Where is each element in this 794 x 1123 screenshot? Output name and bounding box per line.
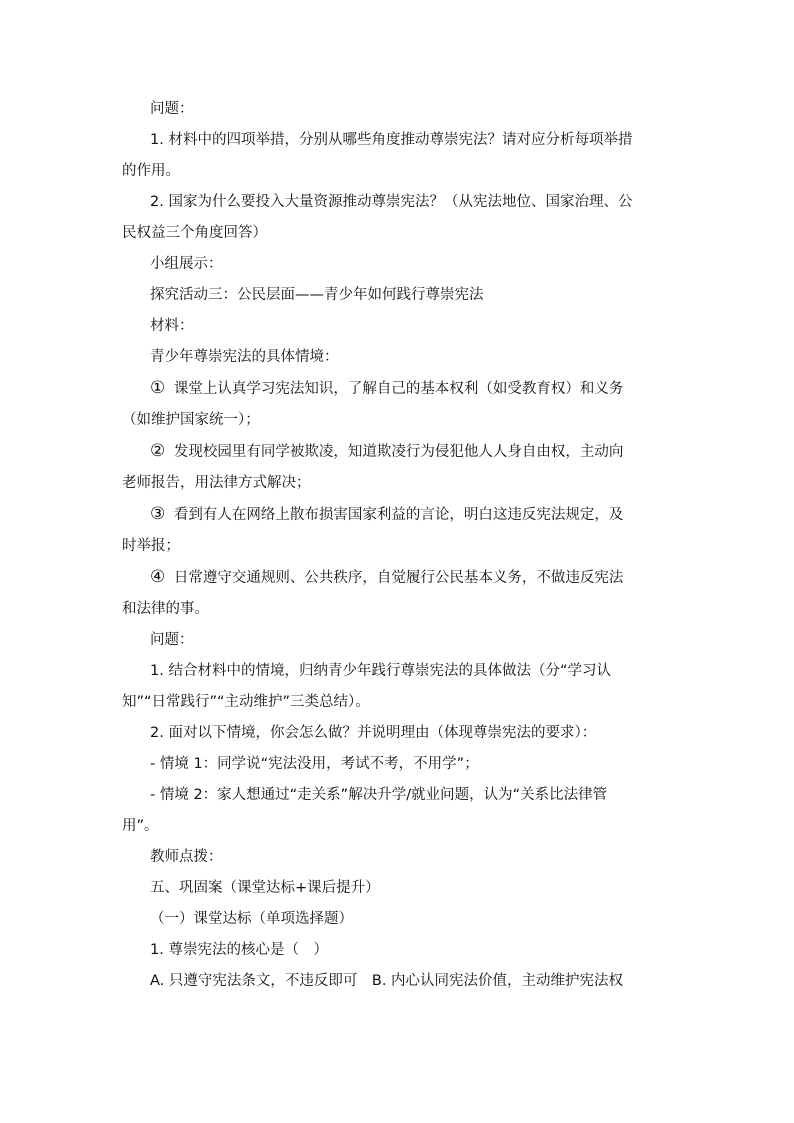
paragraph-line	[122, 873, 678, 904]
paragraph-text: 青少年尊崇宪法的具体情境：	[150, 349, 339, 365]
paragraph-text: 日常遵守交通规则、公共秩序，自觉履行公民基本义务，不做违反宪法	[169, 570, 624, 586]
paragraph-text: A. 只遵守宪法条文，不违反即可 B. 内心认同宪法价值，主动维护宪法权	[150, 973, 624, 989]
paragraph-line	[122, 780, 678, 811]
paragraph-text: 和法律的事。	[122, 601, 209, 617]
paragraph-line	[122, 436, 678, 468]
paragraph-text: 1. 材料中的四项举措，分别从哪些角度推动尊崇宪法？请对应分析每项举措	[150, 132, 633, 148]
paragraph-line	[122, 499, 678, 531]
paragraph-line	[122, 249, 678, 280]
paragraph-text: 1. 尊崇宪法的核心是（ ）	[150, 942, 328, 958]
paragraph-text: 看到有人在网络上散布损害国家利益的言论，明白这违反宪法规定，及	[169, 507, 624, 523]
paragraph-text: 2. 国家为什么要投入大量资源推动尊崇宪法？（从宪法地位、国家治理、公	[150, 194, 633, 210]
list-number-marker: ③	[150, 504, 166, 524]
paragraph-line	[122, 156, 678, 187]
paragraph-text: （如维护国家统一）；	[122, 412, 260, 428]
document-body	[122, 94, 678, 997]
paragraph-line	[122, 373, 678, 405]
paragraph-line	[122, 94, 678, 125]
paragraph-text: 知”“日常践行”“主动维护”三类总结）。	[122, 694, 370, 710]
paragraph-line	[122, 311, 678, 342]
paragraph-line	[122, 125, 678, 156]
paragraph-line	[122, 811, 678, 842]
paragraph-line	[122, 531, 678, 562]
paragraph-line	[122, 594, 678, 625]
paragraph-line	[122, 656, 678, 687]
paragraph-text: 五、巩固案（课堂达标+课后提升）	[150, 880, 380, 896]
paragraph-text: 时举报；	[122, 538, 180, 554]
paragraph-text: 课堂上认真学习宪法知识，了解自己的基本权利（如受教育权）和义务	[169, 381, 624, 397]
paragraph-text: 材料：	[150, 318, 194, 334]
paragraph-line	[122, 625, 678, 656]
paragraph-line	[122, 405, 678, 436]
paragraph-text: （一）课堂达标（单项选择题）	[150, 911, 353, 927]
paragraph-text: 发现校园里有同学被欺凌，知道欺凌行为侵犯他人人身自由权，主动向	[169, 444, 624, 460]
paragraph-text: 小组展示：	[150, 256, 223, 272]
paragraph-text: 教师点拨：	[150, 849, 223, 865]
paragraph-text: - 情境 1：同学说“宪法没用，考试不考，不用学”；	[150, 756, 479, 772]
paragraph-line	[122, 342, 678, 373]
paragraph-text: - 情境 2：家人想通过“走关系”解决升学/就业问题，认为“关系比法律管	[150, 787, 608, 803]
paragraph-line	[122, 842, 678, 873]
paragraph-line	[122, 218, 678, 249]
paragraph-line	[122, 904, 678, 935]
paragraph-line	[122, 562, 678, 594]
paragraph-text: 的作用。	[122, 163, 180, 179]
paragraph-text: 2. 面对以下情境，你会怎么做？并说明理由（体现尊崇宪法的要求）：	[150, 725, 597, 741]
paragraph-text: 问题：	[150, 632, 194, 648]
paragraph-line	[122, 935, 678, 966]
paragraph-text: 民权益三个角度回答）	[122, 225, 267, 241]
paragraph-line	[122, 718, 678, 749]
paragraph-text: 老师报告，用法律方式解决；	[122, 475, 311, 491]
list-number-marker: ④	[150, 567, 166, 587]
paragraph-text: 探究活动三：公民层面——青少年如何践行尊崇宪法	[150, 287, 484, 303]
paragraph-line	[122, 468, 678, 499]
paragraph-line	[122, 280, 678, 311]
list-number-marker: ②	[150, 441, 166, 461]
list-number-marker: ①	[150, 378, 166, 398]
paragraph-text: 问题：	[150, 101, 194, 117]
paragraph-line	[122, 749, 678, 780]
paragraph-line	[122, 687, 678, 718]
paragraph-text: 用”。	[122, 818, 159, 834]
paragraph-text: 1. 结合材料中的情境，归纳青少年践行尊崇宪法的具体做法（分“学习认	[150, 663, 611, 679]
paragraph-line	[122, 966, 678, 997]
paragraph-line	[122, 187, 678, 218]
